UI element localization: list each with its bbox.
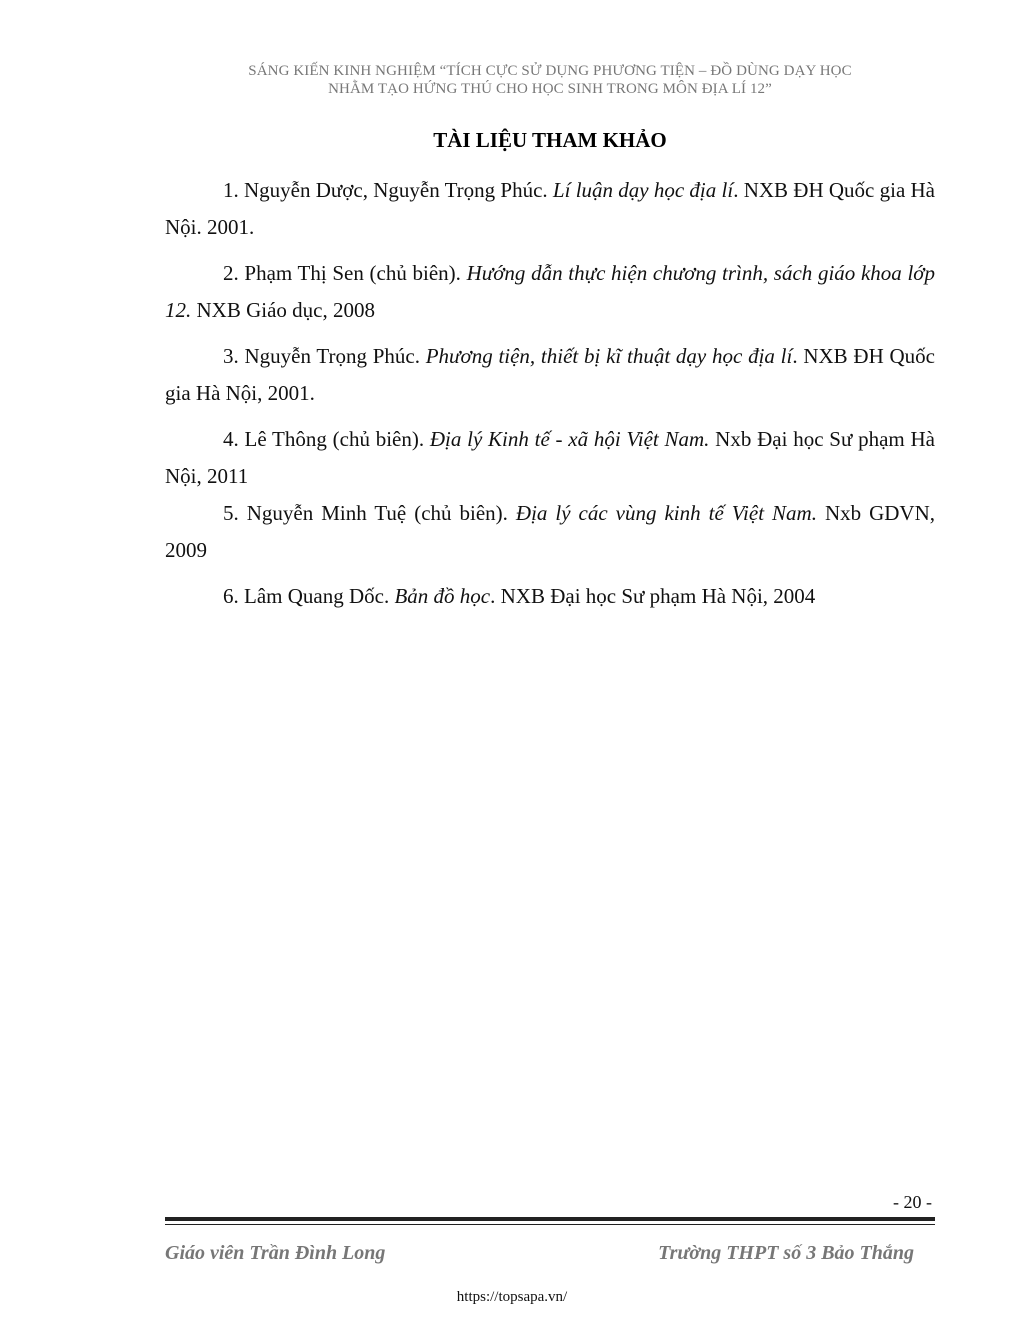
header-line-1: SÁNG KIẾN KINH NGHIỆM “TÍCH CỰC SỬ DỤNG PHƯƠNG TIỆN – ĐỒ DÙNG DẠY HỌC [248,63,852,79]
header-line-2: NHẰM TẠO HỨNG THÚ CHO HỌC SINH TRONG MÔN ĐỊA LÍ 12” [328,81,772,97]
reference-list [165,172,935,615]
reference-item: 4. Lê Thông (chủ biên). Địa lý Kinh tế - xã hội Việt Nam. Nxb Đại học Sư phạm Hà Nội, 2011 [165,427,935,488]
reference-item: 1. Nguyễn Dược, Nguyễn Trọng Phúc. Lí luận dạy học địa lí. NXB ĐH Quốc gia Hà Nội. 2001. [165,178,935,239]
reference-item: 3. Nguyễn Trọng Phúc. Phương tiện, thiết bị kĩ thuật dạy học địa lí. NXB ĐH Quốc gia Hà Nội, 2001. [165,344,935,405]
reference-item: 6. Lâm Quang Dốc. Bản đồ học. NXB Đại học Sư phạm Hà Nội, 2004 [223,584,816,608]
footer-school: Trường THPT số 3 Bảo Thắng [658,1242,914,1264]
source-url: https://topsapa.vn/ [456,1289,568,1305]
footer-divider-thick [165,1217,935,1221]
page-title: TÀI LIỆU THAM KHẢO [433,128,667,152]
reference-item: 5. Nguyễn Minh Tuệ (chủ biên). Địa lý các vùng kinh tế Việt Nam. Nxb GDVN, 2009 [165,501,936,562]
running-header [150,62,950,98]
footer-divider-thin [165,1224,935,1225]
footer-teacher: Giáo viên Trần Đình Long [165,1242,386,1264]
reference-item: 2. Phạm Thị Sen (chủ biên). Hướng dẫn thực hiện chương trình, sách giáo khoa lớp 12. NXB Giáo dục, 2008 [165,261,935,322]
page-number: - 20 - [893,1192,932,1212]
